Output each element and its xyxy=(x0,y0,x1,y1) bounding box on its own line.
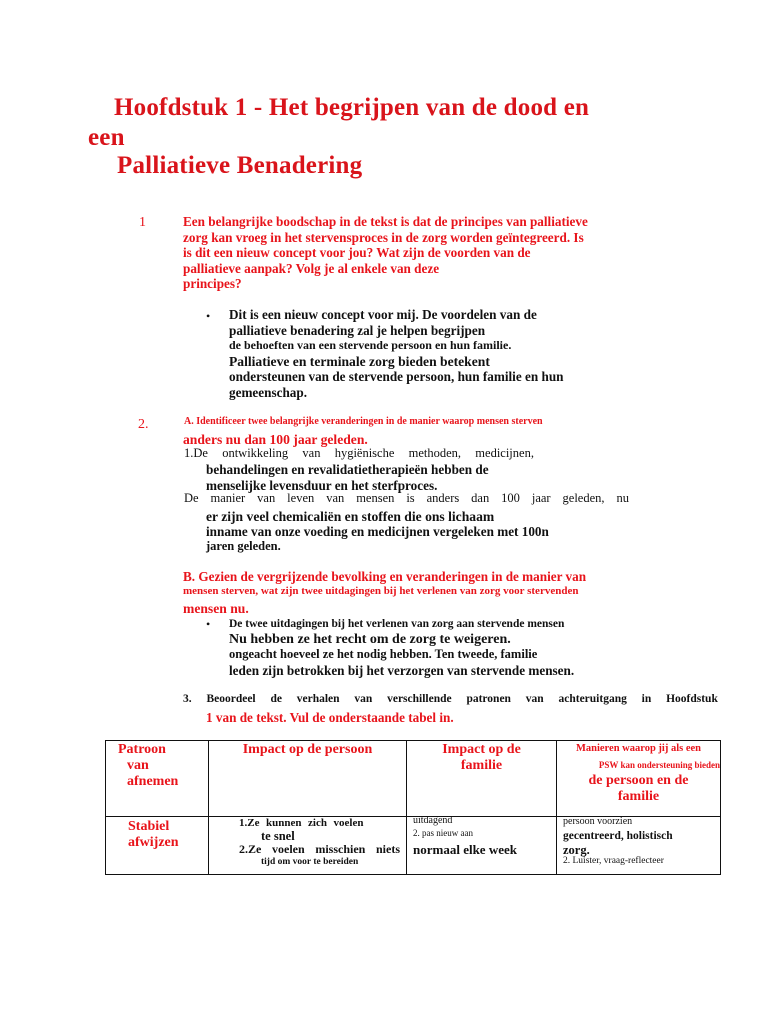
word: 1.Ze xyxy=(239,817,260,829)
question-2-number: 2. xyxy=(138,417,149,432)
word: patronen xyxy=(466,693,511,705)
word: van xyxy=(354,693,373,705)
answer-2b-bullet: • xyxy=(206,617,211,631)
word: 3. xyxy=(183,693,192,705)
question-2a-line2: anders nu dan 100 jaar geleden. xyxy=(183,432,368,447)
question-2a-line1: A. Identificeer twee belangrijke veranderingen in de manier waarop mensen sterven xyxy=(184,416,543,427)
header-text: PSW kan ondersteuning bieden xyxy=(598,760,720,770)
cell-text: Stabiel xyxy=(128,819,170,834)
word: geleden, xyxy=(562,491,605,505)
cell-line: normaal elke week xyxy=(413,842,517,857)
word: de xyxy=(270,693,282,705)
word: achteruitgang xyxy=(558,693,627,705)
answer-2a-line7: jaren geleden. xyxy=(206,539,281,553)
cell-line: persoon voorzien xyxy=(563,816,633,827)
word: 1.De xyxy=(184,446,208,460)
cell-line: zorg. xyxy=(563,843,590,857)
word: Hoofdstuk xyxy=(666,693,718,705)
cell-pattern-stable xyxy=(106,817,209,875)
answer-2b-line1: De twee uitdagingen bij het verlenen van zorg aan stervende mensen xyxy=(229,618,565,630)
chapter-title-line2: een xyxy=(88,124,125,151)
answer-2a-line1 xyxy=(184,446,534,461)
word: dan xyxy=(471,491,490,505)
answer-1-line: Palliatieve en terminale zorg bieden betekent xyxy=(229,353,490,369)
answer-2a-line3: menselijke levensduur en het sterfproces. xyxy=(206,478,438,493)
question-1-number: 1 xyxy=(139,215,146,230)
answer-1-line: Dit is een nieuw concept voor mij. De voordelen van de xyxy=(229,307,537,322)
answer-2a-line4 xyxy=(184,491,629,506)
word: verschillende xyxy=(387,693,452,705)
table-header-row xyxy=(106,741,721,817)
cell-line: te snel xyxy=(261,829,295,843)
question-1-line: palliatieve aanpak? Volg je al enkele van deze xyxy=(183,260,440,276)
question-2b-line1: B. Gezien de vergrijzende bevolking en veranderingen in de manier van xyxy=(183,569,587,584)
cell-impact-person xyxy=(209,817,407,875)
answer-1-line: gemeenschap. xyxy=(229,384,308,400)
word: 100 xyxy=(501,491,520,505)
answer-2a-line2: behandelingen en revalidatietherapieën hebben de xyxy=(206,462,489,477)
cell-line: 2. Luister, vraag-reflecteer xyxy=(563,856,664,866)
word: kunnen xyxy=(266,817,302,829)
word: leven xyxy=(287,491,315,505)
word: van xyxy=(326,491,345,505)
word: van xyxy=(257,491,276,505)
question-1-line: is dit een nieuw concept voor jou? Wat zijn de voorden van de xyxy=(183,245,531,260)
answer-1-text xyxy=(229,307,564,400)
question-2b-line2: mensen sterven, wat zijn twee uitdagingen bij het verlenen van zorg voor stervenden xyxy=(183,585,579,597)
cell-impact-family xyxy=(407,817,557,875)
header-cell-psw-support xyxy=(557,741,721,817)
cell-line: tijd om voor te bereiden xyxy=(261,857,359,867)
question-1-text xyxy=(183,214,588,292)
word: 2.Ze xyxy=(239,842,262,856)
word: niets xyxy=(376,842,400,856)
cell-text: afwijzen xyxy=(128,835,179,850)
cell-line xyxy=(239,843,400,856)
cell-psw-support xyxy=(557,817,721,875)
header-cell-impact-person xyxy=(209,741,407,817)
cell-line: gecentreerd, holistisch xyxy=(563,830,673,842)
word: verhalen xyxy=(296,693,340,705)
chapter-title-line3: Palliatieve Benadering xyxy=(117,152,363,179)
word: anders xyxy=(426,491,460,505)
answer-1-line: palliatieve benadering zal je helpen begrijpen xyxy=(229,322,486,338)
word: van xyxy=(525,693,544,705)
word: ontwikkeling xyxy=(222,446,289,460)
question-1-line: zorg kan vroeg in het stervensproces in de zorg worden geïntegreerd. Is xyxy=(183,229,584,245)
answer-2b-line4: leden zijn betrokken bij het verzorgen van stervende mensen. xyxy=(229,663,575,678)
answer-1-line: de behoeften van een stervende persoon en hun familie. xyxy=(229,338,512,352)
question-1-line: Een belangrijke boodschap in de tekst is dat de principes van palliatieve xyxy=(183,214,588,229)
word: voelen xyxy=(333,817,364,829)
word: nu xyxy=(616,491,629,505)
word: Beoordeel xyxy=(206,693,256,705)
header-text: Manieren waarop jij als een xyxy=(575,743,701,754)
answer-2a-line5: er zijn veel chemicaliën en stoffen die ons lichaam xyxy=(206,509,495,524)
word: methoden, xyxy=(408,446,462,460)
word: zich xyxy=(308,817,327,829)
answer-1-bullet: • xyxy=(206,309,211,323)
decline-patterns-table xyxy=(105,740,721,875)
question-2b-line3: mensen nu. xyxy=(183,601,249,616)
answer-2a-line6: inname van onze voeding en medicijnen vergeleken met 100n xyxy=(206,524,549,539)
word: De xyxy=(184,491,199,505)
header-text: afnemen xyxy=(127,774,179,789)
word: medicijnen, xyxy=(475,446,534,460)
word: jaar xyxy=(531,491,551,505)
word: voelen xyxy=(272,842,305,856)
question-1-line: principes? xyxy=(183,276,242,291)
word: manier xyxy=(210,491,246,505)
cell-line: 2. pas nieuw aan xyxy=(413,828,473,838)
header-text: Impact op de persoon xyxy=(242,742,373,757)
header-text: van xyxy=(127,758,149,773)
answer-1-line: ondersteunen van de stervende persoon, hun familie en hun xyxy=(229,369,564,384)
word: van xyxy=(302,446,321,460)
question-3-line2: 1 van de tekst. Vul de onderstaande tabel in. xyxy=(206,710,454,725)
chapter-title-line1: Hoofdstuk 1 - Het begrijpen van de dood en xyxy=(114,94,590,121)
question-3-line1 xyxy=(183,693,718,705)
word: is xyxy=(406,491,415,505)
header-text: familie xyxy=(460,758,503,773)
header-text: de persoon en de xyxy=(588,773,689,788)
word: misschien xyxy=(315,842,366,856)
header-text: Impact op de xyxy=(442,742,521,757)
cell-line: uitdagend xyxy=(413,815,453,826)
word: mensen xyxy=(356,491,395,505)
header-cell-impact-family xyxy=(407,741,557,817)
header-text: Patroon xyxy=(118,742,166,757)
word: hygiënische xyxy=(334,446,395,460)
header-cell-pattern xyxy=(106,741,209,817)
answer-2b-line3: ongeacht hoeveel ze het nodig hebben. Ten tweede, familie xyxy=(229,647,538,661)
table-row xyxy=(106,817,721,875)
word: in xyxy=(641,693,652,705)
header-text: familie xyxy=(617,789,660,804)
answer-2b-line2: Nu hebben ze het recht om de zorg te weigeren. xyxy=(229,632,511,647)
